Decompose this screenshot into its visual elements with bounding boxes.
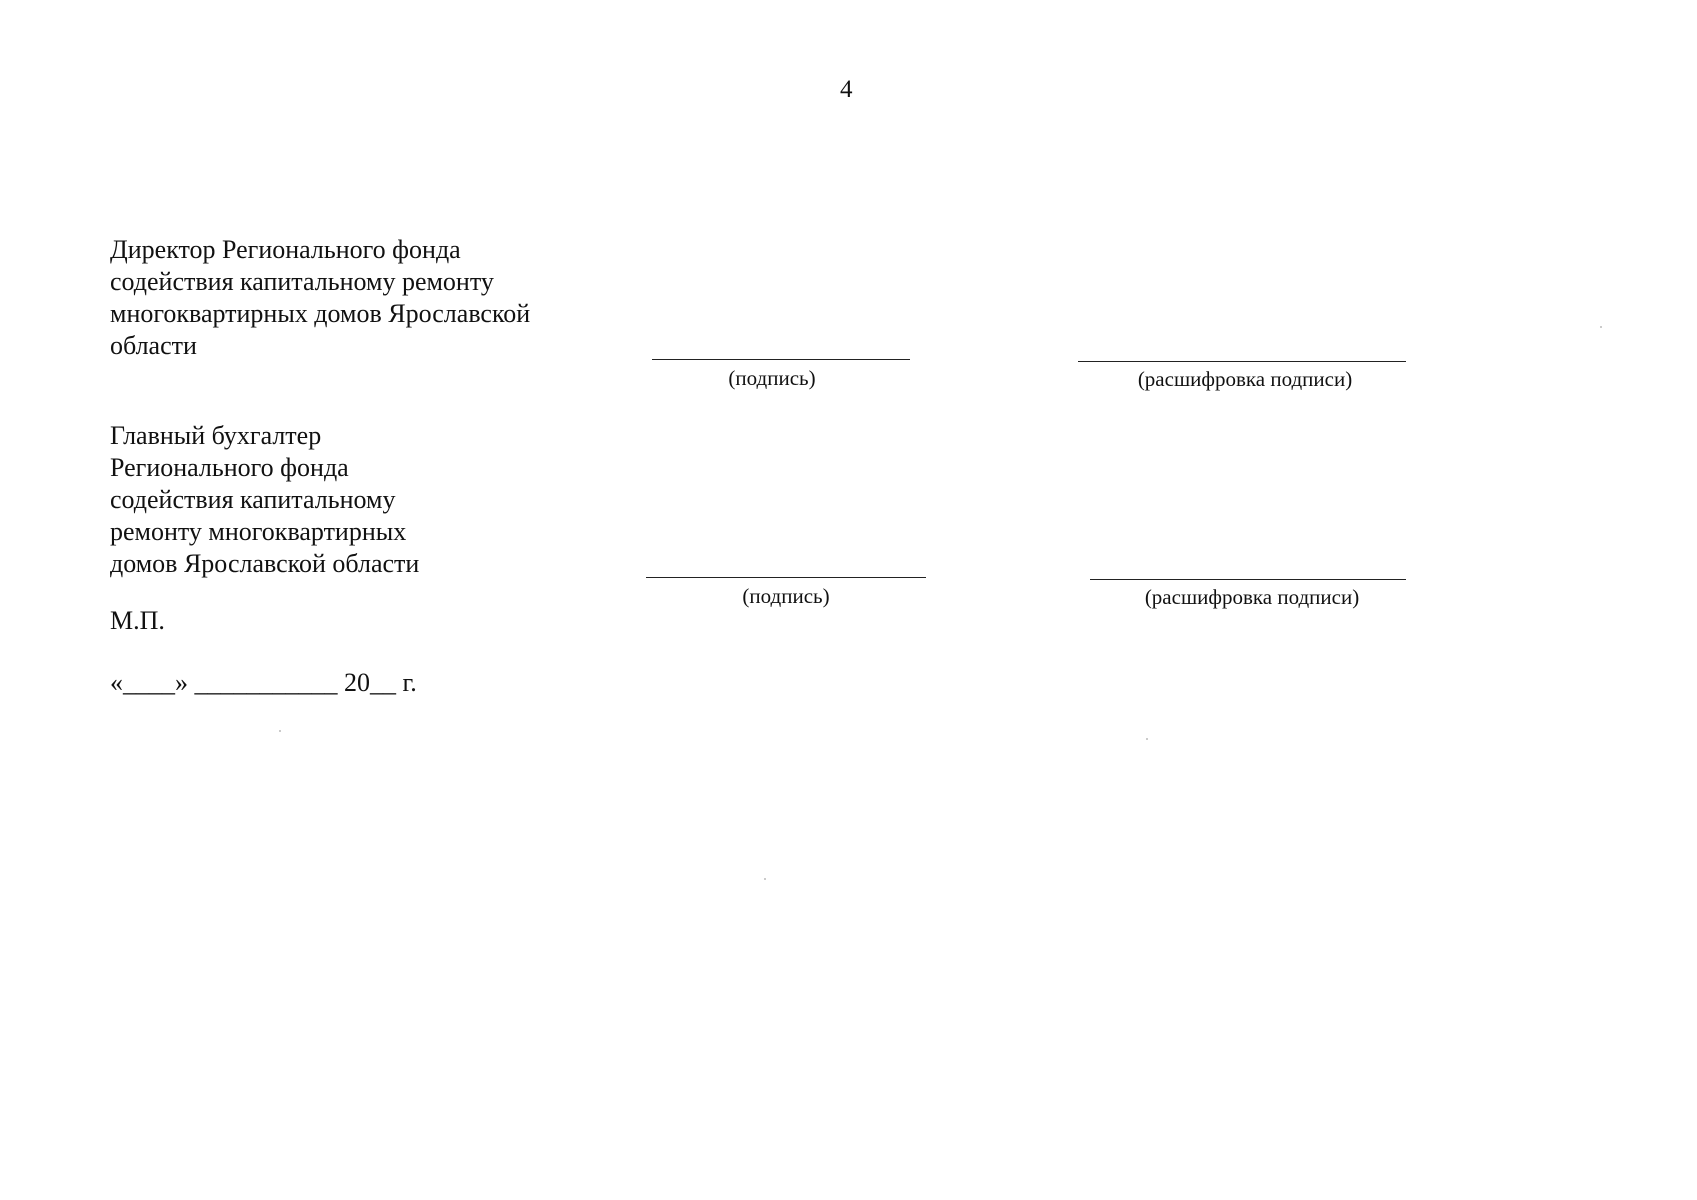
director-decoding-caption: (расшифровка подписи) bbox=[1137, 367, 1353, 391]
accountant-title-line: домов Ярославской области bbox=[110, 549, 420, 578]
scan-speck bbox=[279, 730, 281, 732]
director-title-line: Директор Регионального фонда bbox=[110, 235, 461, 264]
accountant-title-line: Главный бухгалтер bbox=[110, 421, 322, 450]
director-title-line: области bbox=[110, 331, 197, 360]
scan-speck bbox=[1600, 326, 1602, 328]
date-line: «____» ___________ 20__ г. bbox=[110, 668, 417, 697]
stamp-label: М.П. bbox=[110, 606, 165, 635]
accountant-title-line: Регионального фонда bbox=[110, 453, 349, 482]
scan-speck bbox=[1146, 738, 1148, 740]
accountant-decoding-line[interactable] bbox=[1090, 579, 1406, 580]
accountant-title bbox=[110, 420, 419, 580]
accountant-signature-line[interactable] bbox=[646, 577, 926, 578]
accountant-decoding-caption: (расшифровка подписи) bbox=[1144, 585, 1360, 609]
accountant-signature-caption: (подпись) bbox=[742, 584, 830, 608]
director-signature-caption: (подпись) bbox=[728, 366, 816, 390]
director-decoding-line[interactable] bbox=[1078, 361, 1406, 362]
director-title-line: многоквартирных домов Ярославской bbox=[110, 299, 531, 328]
scan-speck bbox=[764, 878, 766, 880]
accountant-title-line: ремонту многоквартирных bbox=[110, 517, 407, 546]
director-title-line: содействия капитальному ремонту bbox=[110, 267, 494, 296]
accountant-title-line: содействия капитальному bbox=[110, 485, 396, 514]
director-signature-line[interactable] bbox=[652, 359, 910, 360]
director-title bbox=[110, 234, 530, 362]
page-number: 4 bbox=[840, 76, 853, 103]
